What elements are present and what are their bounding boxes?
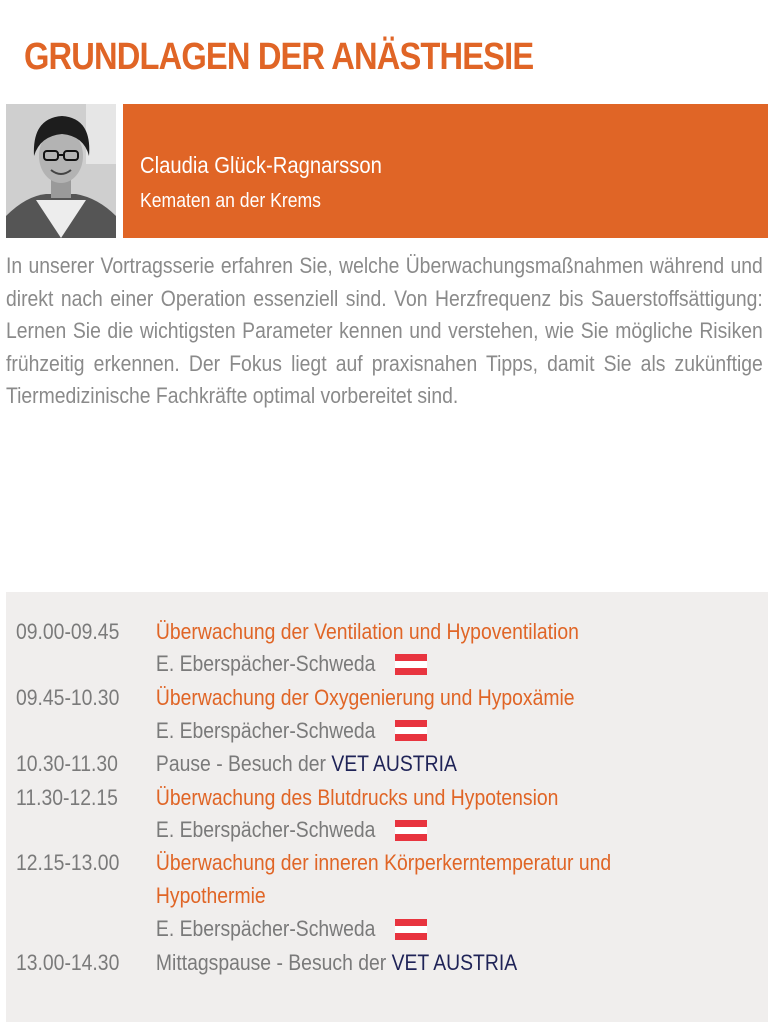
schedule-time: 13.00-14.30 bbox=[16, 950, 120, 975]
schedule-speaker: E. Eberspächer-Schweda bbox=[155, 916, 376, 941]
pause-label: Mittagspause - Besuch der bbox=[155, 950, 392, 975]
austria-flag-icon bbox=[395, 919, 427, 940]
schedule-time: 09.00-09.45 bbox=[16, 619, 120, 644]
page-title: GRUNDLAGEN DER ANÄSTHESIE bbox=[24, 36, 534, 78]
description-text: In unserer Vortragsserie erfahren Sie, welche Überwachungsmaßnahmen während und direkt nach einer Operation essenziell sind. Von Herzfrequenz bis Sauerstoffsättigung: Lernen Sie die wichtigsten Parameter kennen und verstehen, wie Sie mögliche Risiken frühzeitig erkennen. Der Fokus liegt auf praxisnahen Tipps, damit Sie als zukünftige Tiermedizinische Fachkräfte optimal vorbereitet sind. bbox=[6, 253, 763, 408]
speaker-photo bbox=[6, 104, 116, 238]
schedule-time: 11.30-12.15 bbox=[16, 785, 118, 810]
speaker-name: Claudia Glück-Ragnarsson bbox=[140, 152, 382, 178]
schedule-pause bbox=[156, 750, 457, 778]
vet-austria-label: VET AUSTRIA bbox=[391, 950, 518, 975]
austria-flag-icon bbox=[395, 820, 427, 841]
schedule-topic: Überwachung der Oxygenierung und Hypoxämie bbox=[155, 685, 575, 710]
schedule-time: 12.15-13.00 bbox=[16, 850, 120, 875]
schedule-panel bbox=[6, 592, 768, 1022]
pause-label: Pause - Besuch der bbox=[155, 751, 332, 776]
schedule-speaker: E. Eberspächer-Schweda bbox=[155, 817, 376, 842]
austria-flag-icon bbox=[395, 654, 427, 675]
speaker-portrait-image bbox=[6, 104, 116, 238]
schedule-speaker: E. Eberspächer-Schweda bbox=[155, 718, 376, 743]
schedule-topic: Überwachung der inneren Körperkerntemperatur und bbox=[155, 850, 612, 875]
schedule-speaker: E. Eberspächer-Schweda bbox=[155, 651, 376, 676]
schedule-time: 09.45-10.30 bbox=[16, 685, 120, 710]
schedule-time: 10.30-11.30 bbox=[16, 751, 118, 776]
speaker-location: Kematen an der Krems bbox=[140, 190, 321, 212]
vet-austria-label: VET AUSTRIA bbox=[331, 751, 457, 776]
schedule-topic: Überwachung der Ventilation und Hypoventilation bbox=[155, 619, 579, 644]
schedule-pause bbox=[156, 949, 517, 977]
schedule-topic-line2: Hypothermie bbox=[155, 883, 266, 908]
schedule-topic: Überwachung des Blutdrucks und Hypotension bbox=[155, 785, 559, 810]
austria-flag-icon bbox=[395, 720, 427, 741]
